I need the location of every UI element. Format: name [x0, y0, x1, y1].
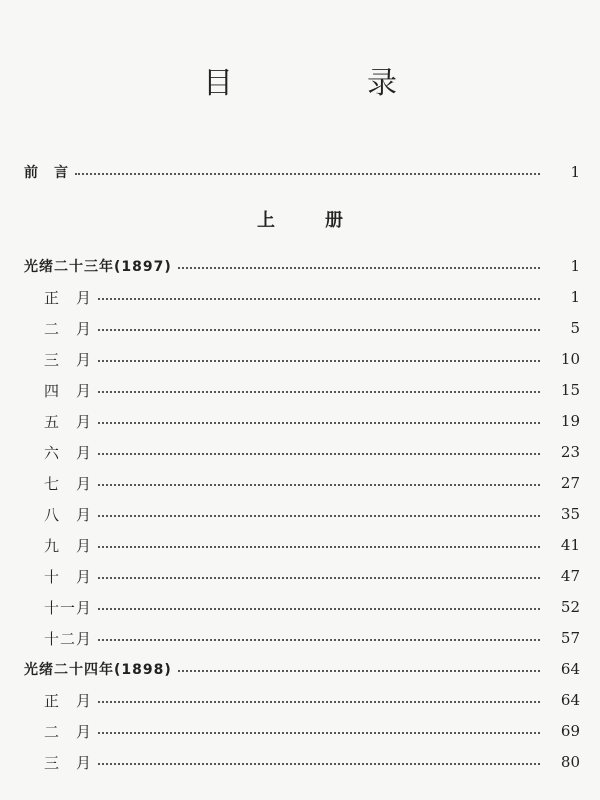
dot-leader — [98, 763, 540, 765]
toc-entry-label: 九 月 — [44, 536, 93, 555]
toc-entry-label: 光绪二十四年(1898) — [24, 662, 172, 678]
toc-entry-label: 二 月 — [44, 722, 93, 741]
toc-entry-label: 十二月 — [44, 629, 93, 648]
toc-page-number: 1 — [570, 257, 580, 275]
toc-page-number: 57 — [560, 629, 580, 647]
dot-leader — [178, 267, 540, 269]
toc-entry-label: 七 月 — [44, 474, 93, 493]
toc-page-number: 5 — [570, 319, 580, 337]
dot-leader — [98, 639, 540, 641]
toc-entry-label: 十 月 — [44, 567, 93, 586]
toc-entry-label: 五 月 — [44, 412, 93, 431]
dot-leader — [98, 391, 540, 393]
dot-leader — [178, 670, 540, 672]
dot-leader — [98, 422, 540, 424]
toc-page-number: 10 — [560, 350, 580, 368]
toc-entry-label: 正 月 — [44, 288, 93, 307]
toc-entry-month[interactable] — [0, 438, 600, 466]
toc-entry-label: 光绪二十三年(1897) — [24, 259, 172, 275]
toc-entry-month[interactable] — [0, 407, 600, 435]
toc-entry-month[interactable] — [0, 593, 600, 621]
toc-entry-month[interactable] — [0, 376, 600, 404]
dot-leader — [75, 173, 540, 175]
dot-leader — [98, 453, 540, 455]
dot-leader — [98, 360, 540, 362]
dot-leader — [98, 484, 540, 486]
toc-page-number: 80 — [560, 753, 580, 771]
toc-entry-label: 正 月 — [44, 691, 93, 710]
toc-page-number: 1 — [570, 163, 580, 181]
toc-entry-month[interactable] — [0, 624, 600, 652]
dot-leader — [98, 546, 540, 548]
toc-page-number: 47 — [560, 567, 580, 585]
toc-entry-label: 十一月 — [44, 598, 93, 617]
toc-entry-label: 前 言 — [24, 165, 69, 181]
toc-entry-label: 二 月 — [44, 319, 93, 338]
toc-entry-label: 四 月 — [44, 381, 93, 400]
toc-entry-label: 八 月 — [44, 505, 93, 524]
toc-entry-month[interactable] — [0, 748, 600, 776]
toc-entry-preface[interactable] — [0, 158, 600, 186]
toc-entry-month[interactable] — [0, 531, 600, 559]
toc-page-number: 1 — [570, 288, 580, 306]
dot-leader — [98, 732, 540, 734]
dot-leader — [98, 577, 540, 579]
toc-page-number: 41 — [560, 536, 580, 554]
toc-page-number: 52 — [560, 598, 580, 616]
toc-entry-year[interactable] — [0, 252, 600, 280]
toc-page-number: 19 — [560, 412, 580, 430]
toc-page-number: 64 — [560, 691, 580, 709]
dot-leader — [98, 329, 540, 331]
dot-leader — [98, 608, 540, 610]
toc-page-number: 27 — [560, 474, 580, 492]
toc-entry-label: 三 月 — [44, 350, 93, 369]
toc-entry-month[interactable] — [0, 314, 600, 342]
toc-page-number: 23 — [560, 443, 580, 461]
toc-entry-year[interactable] — [0, 655, 600, 683]
toc-entry-month[interactable] — [0, 283, 600, 311]
toc-entry-month[interactable] — [0, 500, 600, 528]
dot-leader — [98, 298, 540, 300]
toc-entry-month[interactable] — [0, 469, 600, 497]
toc-entry-month[interactable] — [0, 717, 600, 745]
toc-page-number: 35 — [560, 505, 580, 523]
dot-leader — [98, 701, 540, 703]
section-title: 上 册 — [257, 210, 359, 231]
toc-entry-label: 六 月 — [44, 443, 93, 462]
toc-page-number: 15 — [560, 381, 580, 399]
toc-entry-label: 三 月 — [44, 753, 93, 772]
page-title: 目 录 — [203, 66, 449, 101]
dot-leader — [98, 515, 540, 517]
toc-entry-month[interactable] — [0, 562, 600, 590]
toc-entry-month[interactable] — [0, 345, 600, 373]
toc-page-number: 69 — [560, 722, 580, 740]
toc-entry-month[interactable] — [0, 686, 600, 714]
toc-page-number: 64 — [560, 660, 580, 678]
